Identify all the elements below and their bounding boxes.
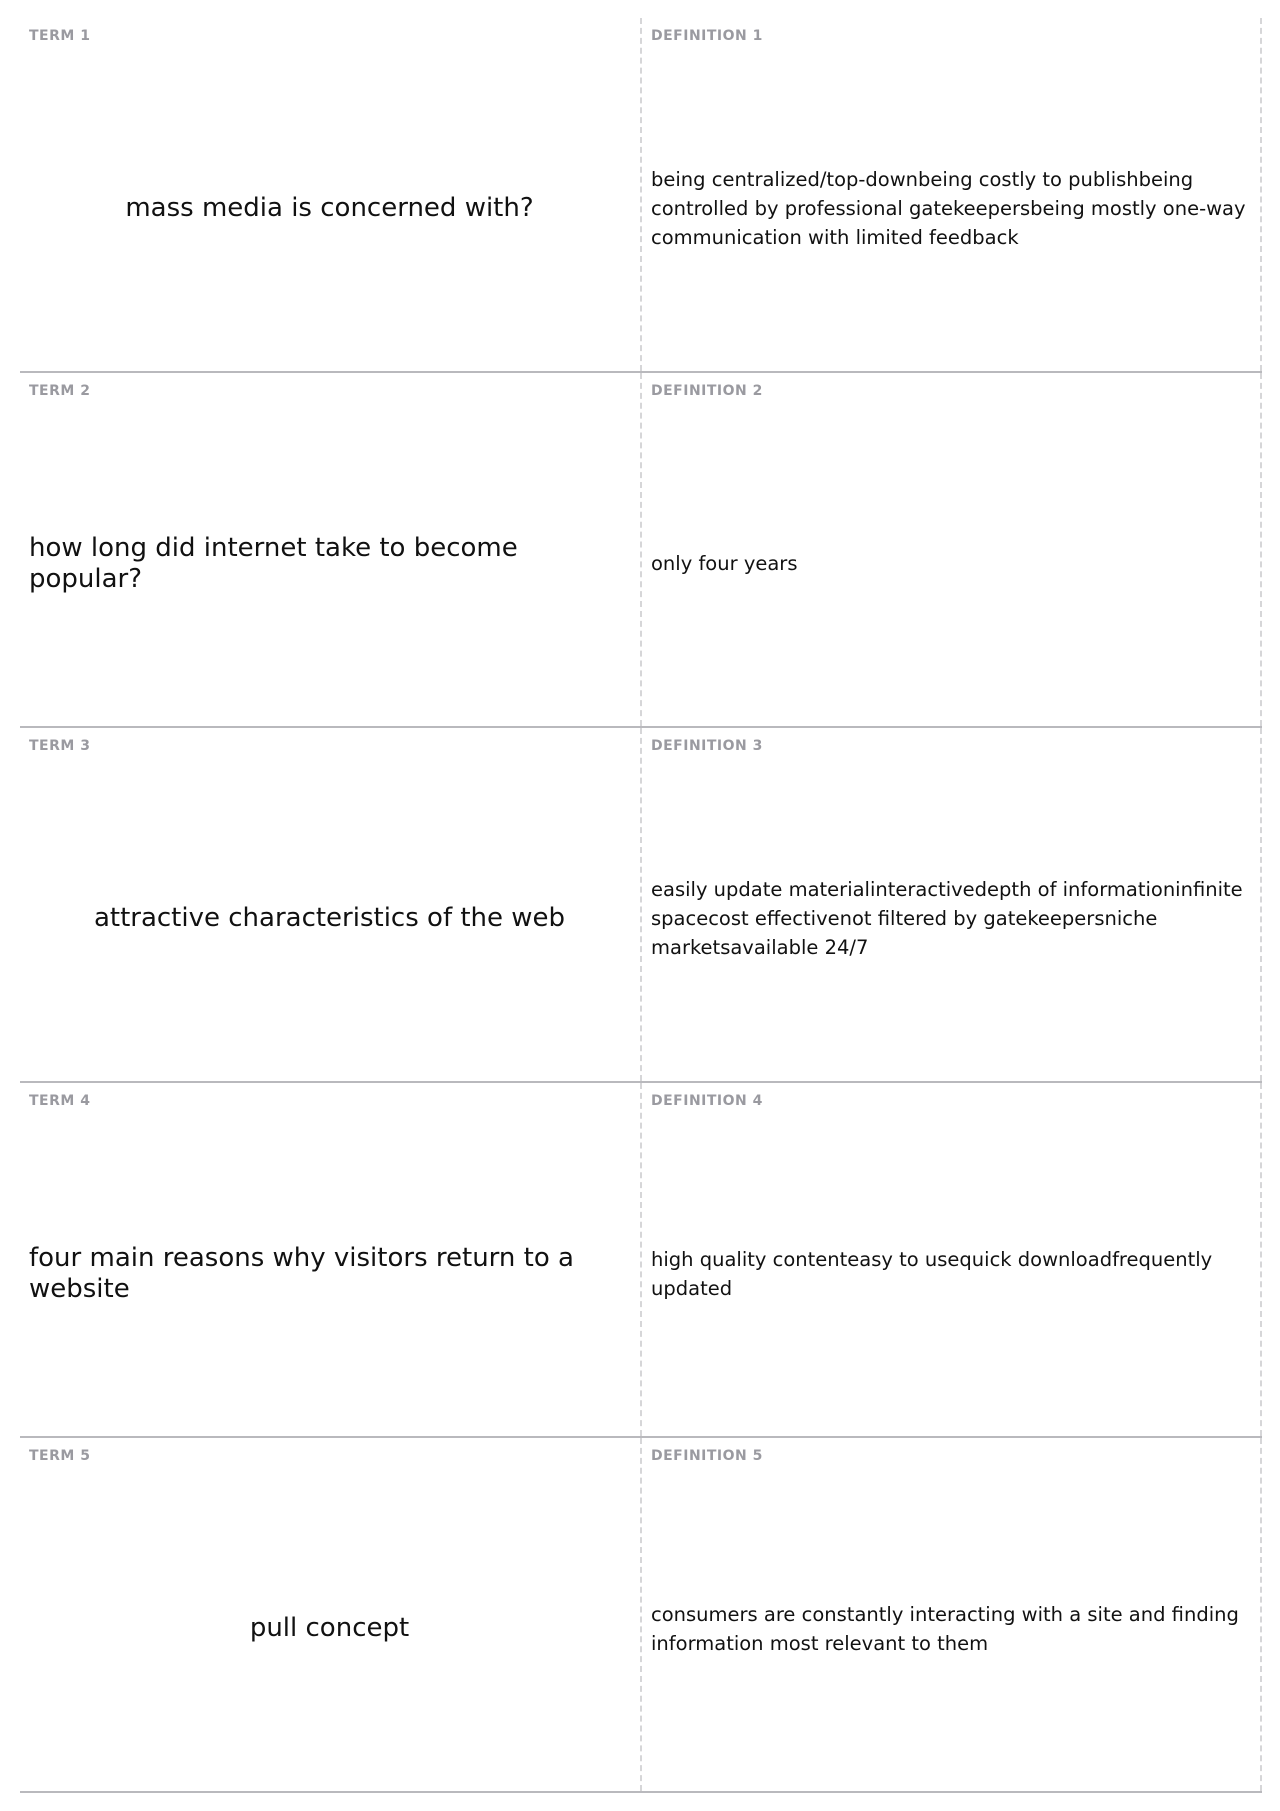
term-cell [20, 1083, 642, 1436]
definition-text: being centralized/top-downbeing costly to publishbeing controlled by professional gatekeepersbeing mostly one-way communication with limited feedback [651, 168, 1246, 249]
definition-text: easily update materialinteractivedepth of informationinfinite spacecost effectivenot filtered by gatekeepersniche marketsavailable 24/7 [651, 878, 1243, 959]
definition-text: consumers are constantly interacting with a site and finding information most relevant to them [651, 1602, 1239, 1655]
term-label: TERM 2 [29, 383, 91, 399]
term-text: attractive characteristics of the web [93, 903, 566, 933]
flashcard-row [20, 1083, 1262, 1438]
term-label: TERM 3 [29, 738, 91, 754]
term-label: TERM 1 [29, 28, 91, 44]
definition-cell [642, 1083, 1262, 1436]
term-label: TERM 4 [29, 1093, 91, 1109]
term-label: TERM 5 [29, 1448, 91, 1464]
definition-label: DEFINITION 2 [651, 383, 763, 399]
definition-cell [642, 373, 1262, 726]
definition-text: only four years [651, 552, 798, 575]
flashcard-sheet [20, 18, 1262, 1793]
term-text: how long did internet take to become popular? [29, 532, 518, 594]
definition-cell [642, 1438, 1262, 1791]
term-text: pull concept [249, 1613, 410, 1643]
definition-label: DEFINITION 3 [651, 738, 763, 754]
flashcard-row [20, 373, 1262, 728]
definition-text: high quality contenteasy to usequick downloadfrequently updated [651, 1247, 1213, 1300]
term-text: four main reasons why visitors return to a website [29, 1242, 574, 1304]
flashcard-row [20, 18, 1262, 373]
term-cell [20, 373, 642, 726]
flashcard-row [20, 728, 1262, 1083]
term-text: mass media is concerned with? [125, 193, 534, 223]
definition-cell [642, 728, 1262, 1081]
definition-label: DEFINITION 5 [651, 1448, 763, 1464]
definition-label: DEFINITION 1 [651, 28, 763, 44]
flashcard-row [20, 1438, 1262, 1793]
term-cell [20, 18, 642, 371]
definition-label: DEFINITION 4 [651, 1093, 763, 1109]
term-cell [20, 1438, 642, 1791]
definition-cell [642, 18, 1262, 371]
term-cell [20, 728, 642, 1081]
